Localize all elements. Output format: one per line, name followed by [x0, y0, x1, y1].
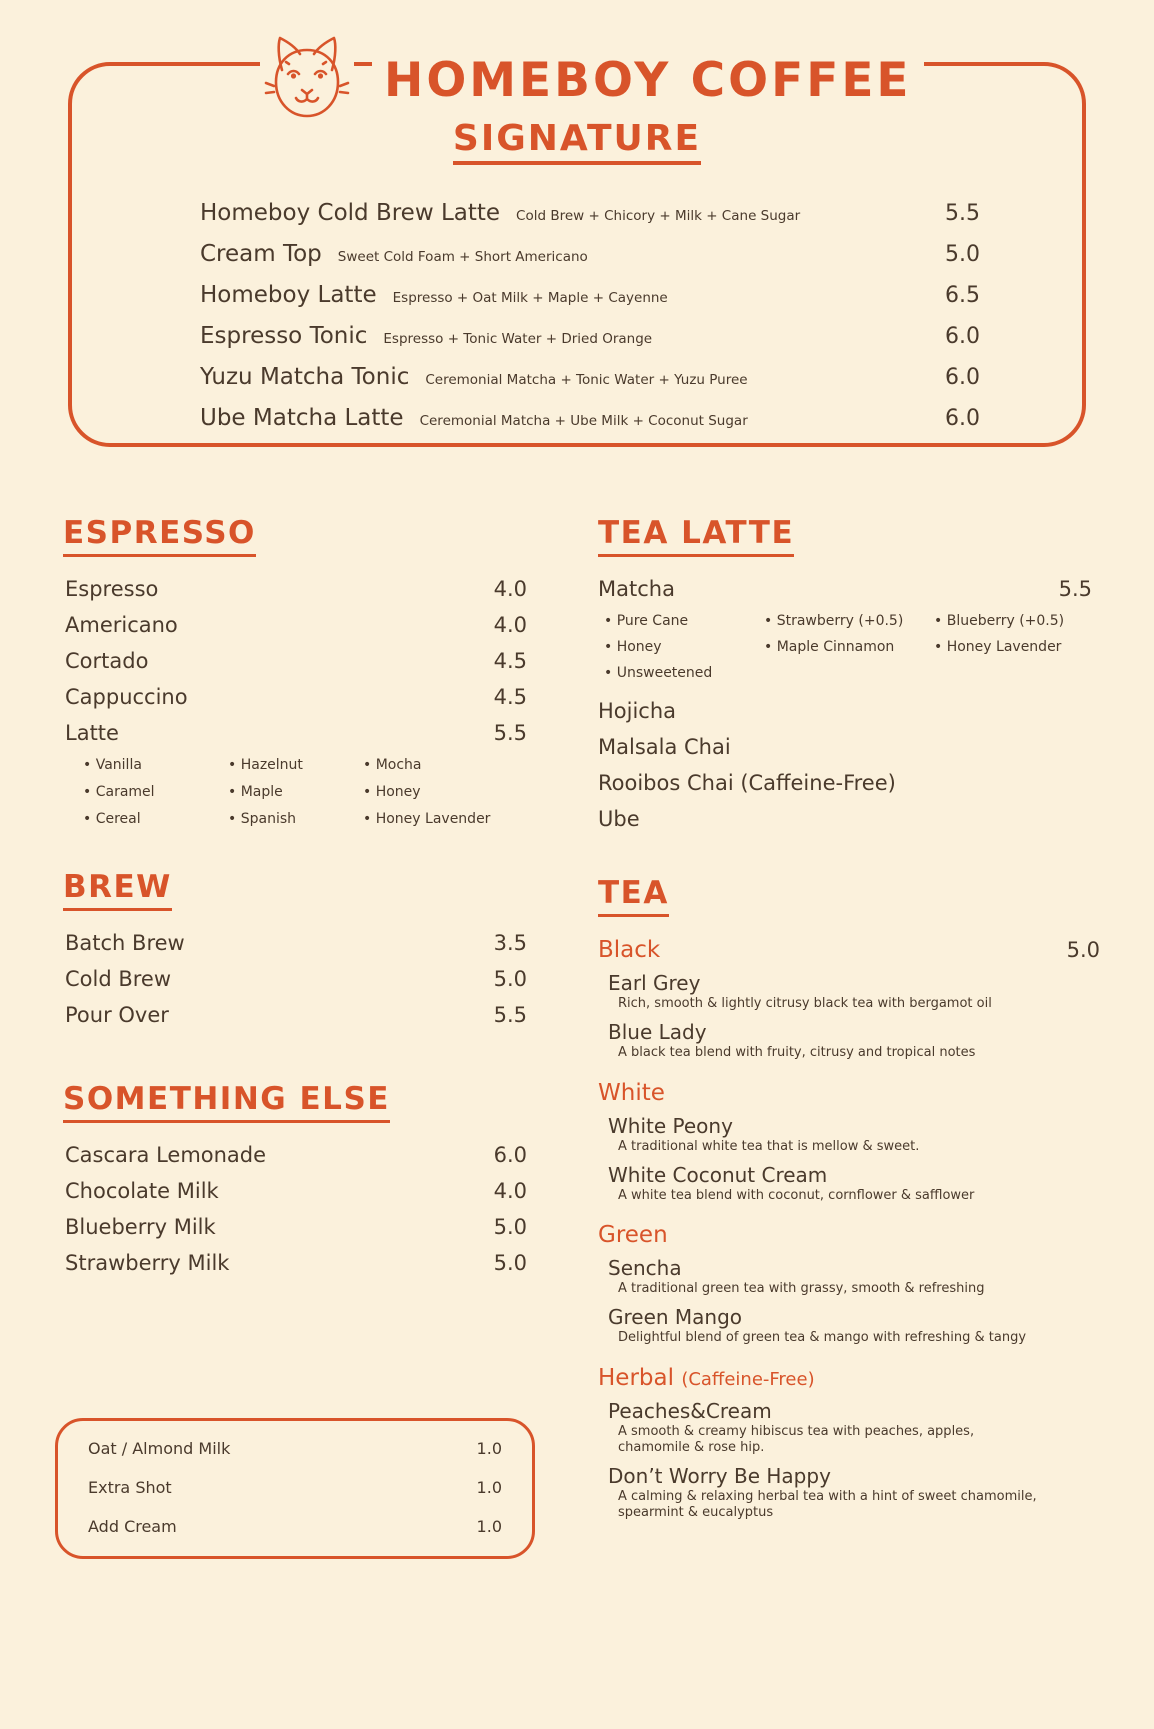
- menu-row[interactable]: [598, 771, 1092, 795]
- item-name: Ube: [598, 807, 640, 831]
- signature-item-name: Espresso Tonic: [200, 323, 368, 349]
- tea-item-desc: A white tea blend with coconut, cornflower & safflower: [618, 1187, 975, 1203]
- menu-row[interactable]: [65, 577, 527, 601]
- item-name: Rooibos Chai (Caffeine-Free): [598, 771, 896, 795]
- signature-item-name: Ube Matcha Latte: [200, 405, 404, 431]
- addons-panel: [55, 1418, 535, 1559]
- signature-item-price: 6.0: [945, 406, 980, 431]
- flavor-option[interactable]: • Unsweetened: [604, 665, 764, 681]
- matcha-flavor-list: [604, 613, 1100, 681]
- item-name: Cold Brew: [65, 967, 172, 991]
- flavor-option[interactable]: • Honey: [363, 784, 535, 800]
- signature-item[interactable]: [200, 405, 980, 431]
- menu-row[interactable]: [65, 1179, 527, 1203]
- item-name: Cascara Lemonade: [65, 1143, 267, 1167]
- tea-category-label: Black: [598, 937, 661, 963]
- item-name: Batch Brew: [65, 931, 185, 955]
- flavor-option[interactable]: • Honey: [604, 639, 764, 655]
- tea-item-name[interactable]: White Coconut Cream: [608, 1162, 828, 1187]
- tea-item-name[interactable]: Peaches&Cream: [608, 1398, 772, 1423]
- tea-category-black: [598, 937, 1100, 963]
- addon-price: 1.0: [476, 1439, 502, 1458]
- flavor-option[interactable]: • Mocha: [363, 757, 535, 773]
- signature-item-desc: Cold Brew + Chicory + Milk + Cane Sugar: [516, 208, 801, 224]
- menu-row[interactable]: [598, 807, 1092, 831]
- item-price: 6.0: [493, 1143, 527, 1167]
- addon-row[interactable]: [88, 1478, 502, 1497]
- tea-category-herbal: [598, 1365, 1100, 1391]
- tea-item-name[interactable]: Earl Grey: [608, 971, 701, 995]
- signature-item-desc: Ceremonial Matcha + Ube Milk + Coconut Sugar: [419, 413, 748, 429]
- addon-price: 1.0: [476, 1478, 502, 1497]
- brand-title: HOMEBOY COFFEE: [372, 53, 924, 108]
- item-name: Strawberry Milk: [65, 1251, 230, 1275]
- flavor-option[interactable]: • Hazelnut: [228, 757, 363, 773]
- item-name: Espresso: [65, 577, 159, 601]
- section-title-tea-latte: TEA LATTE: [598, 515, 794, 557]
- something-else-list: [55, 1143, 535, 1275]
- tea-category-note: (Caffeine-Free): [681, 1368, 815, 1390]
- section-title-brew: BREW: [63, 869, 172, 911]
- tea-category-white: [598, 1080, 1100, 1106]
- menu-row[interactable]: [598, 735, 1092, 759]
- signature-item-price: 6.5: [945, 283, 980, 308]
- addon-name: Extra Shot: [88, 1478, 172, 1497]
- item-price: 4.5: [493, 649, 527, 673]
- right-column: [590, 515, 1100, 1526]
- section-title-tea: TEA: [598, 875, 669, 917]
- tea-item-name[interactable]: Don’t Worry Be Happy: [608, 1464, 831, 1488]
- item-name: Chocolate Milk: [65, 1179, 219, 1203]
- tea-item-desc: A traditional white tea that is mellow & sweet.: [618, 1138, 920, 1154]
- cat-face-icon: [260, 30, 354, 130]
- menu-row[interactable]: [598, 699, 1092, 723]
- signature-item[interactable]: [200, 241, 980, 267]
- tea-item-desc: A smooth & creamy hibiscus tea with peaches, apples, chamomile & rose hip.: [618, 1423, 975, 1455]
- tea-item-desc: A black tea blend with fruity, citrusy and tropical notes: [618, 1045, 976, 1061]
- item-price: 3.5: [493, 931, 527, 955]
- brand-header: [260, 30, 912, 130]
- signature-title: [0, 118, 1154, 165]
- signature-item-desc: Espresso + Tonic Water + Dried Orange: [383, 331, 653, 347]
- espresso-flavor-list: [83, 757, 535, 827]
- flavor-option[interactable]: • Vanilla: [83, 757, 228, 773]
- flavor-option[interactable]: • Honey Lavender: [363, 811, 535, 827]
- signature-item-price: 5.5: [945, 201, 980, 226]
- signature-title-text: SIGNATURE: [453, 118, 701, 165]
- menu-row[interactable]: [65, 1003, 527, 1027]
- item-name: Cortado: [65, 649, 149, 673]
- item-price: 4.5: [493, 685, 527, 709]
- item-price: 5.0: [493, 967, 527, 991]
- tea-item-desc: Rich, smooth & lightly citrusy black tea with bergamot oil: [618, 996, 992, 1011]
- signature-item[interactable]: [200, 364, 980, 390]
- tea-item-desc: A calming & relaxing herbal tea with a hint of sweet chamomile, spearmint & eucalyptus: [618, 1489, 1037, 1521]
- signature-item[interactable]: [200, 323, 980, 349]
- item-price: 4.0: [493, 577, 527, 601]
- espresso-list: [55, 577, 535, 745]
- item-price: 4.0: [493, 1179, 527, 1203]
- item-name: Hojicha: [598, 699, 677, 723]
- signature-item[interactable]: [200, 200, 980, 226]
- menu-row[interactable]: [65, 931, 527, 955]
- signature-item-name: Homeboy Cold Brew Latte: [200, 200, 501, 226]
- brew-list: [55, 931, 535, 1027]
- item-name: Cappuccino: [65, 685, 188, 709]
- item-price: 5.0: [493, 1251, 527, 1275]
- item-name: Americano: [65, 613, 178, 637]
- item-price: 5.0: [493, 1215, 527, 1239]
- menu-row[interactable]: [65, 649, 527, 673]
- section-title-espresso: ESPRESSO: [63, 515, 256, 557]
- signature-item-name: Yuzu Matcha Tonic: [200, 364, 410, 390]
- flavor-option[interactable]: • Maple Cinnamon: [764, 639, 934, 655]
- item-name: Blueberry Milk: [65, 1215, 216, 1239]
- item-price: 5.5: [493, 1003, 527, 1027]
- item-price: 5.5: [1058, 577, 1092, 601]
- tea-category-label: White: [598, 1079, 665, 1106]
- addon-row[interactable]: [88, 1439, 502, 1458]
- flavor-option[interactable]: • Cereal: [83, 811, 228, 827]
- signature-item-price: 6.0: [945, 324, 980, 349]
- addon-name: Oat / Almond Milk: [88, 1439, 231, 1458]
- signature-list: [200, 200, 980, 446]
- tea-category-label: Green: [598, 1222, 668, 1248]
- menu-row[interactable]: [65, 721, 527, 745]
- menu-row[interactable]: [65, 613, 527, 637]
- item-name: Malsala Chai: [598, 735, 731, 759]
- flavor-option[interactable]: • Honey Lavender: [934, 639, 1100, 655]
- tea-item-name[interactable]: Blue Lady: [608, 1020, 707, 1045]
- tea-item-name[interactable]: Sencha: [608, 1256, 682, 1280]
- signature-item-desc: Sweet Cold Foam + Short Americano: [337, 249, 588, 265]
- item-name: Matcha: [598, 577, 675, 601]
- item-name: Latte: [65, 721, 119, 745]
- tea-price: 5.0: [1066, 938, 1100, 962]
- signature-item-name: Cream Top: [200, 241, 322, 267]
- signature-item-price: 5.0: [945, 242, 980, 267]
- signature-item[interactable]: [200, 282, 980, 308]
- addon-name: Add Cream: [88, 1517, 177, 1536]
- menu-row[interactable]: [598, 577, 1092, 601]
- item-name: Pour Over: [65, 1003, 169, 1027]
- item-price: 4.0: [493, 613, 527, 637]
- flavor-option[interactable]: • Strawberry (+0.5): [764, 613, 934, 629]
- flavor-option[interactable]: • Caramel: [83, 784, 228, 800]
- left-column: [55, 515, 535, 1287]
- item-price: 5.5: [493, 721, 527, 745]
- addon-row[interactable]: [88, 1517, 502, 1536]
- menu-row[interactable]: [65, 1215, 527, 1239]
- signature-item-desc: Ceremonial Matcha + Tonic Water + Yuzu Puree: [425, 372, 748, 388]
- section-title-something-else: SOMETHING ELSE: [63, 1081, 390, 1123]
- signature-item-desc: Espresso + Oat Milk + Maple + Cayenne: [392, 290, 668, 306]
- flavor-option[interactable]: • Pure Cane: [604, 613, 764, 629]
- tea-item-name[interactable]: White Peony: [608, 1113, 733, 1138]
- flavor-option[interactable]: • Spanish: [228, 811, 363, 827]
- flavor-option[interactable]: • Blueberry (+0.5): [934, 613, 1100, 629]
- tea-category-green: [598, 1222, 1100, 1248]
- tea-item-desc: A traditional green tea with grassy, smooth & refreshing: [618, 1281, 985, 1296]
- tea-item-desc: Delightful blend of green tea & mango with refreshing & tangy: [618, 1330, 1027, 1346]
- menu-row[interactable]: [65, 1143, 527, 1167]
- signature-item-name: Homeboy Latte: [200, 282, 377, 308]
- menu-row[interactable]: [65, 1251, 527, 1275]
- signature-item-price: 6.0: [945, 365, 980, 390]
- menu-row[interactable]: [65, 685, 527, 709]
- addon-price: 1.0: [476, 1517, 502, 1536]
- tea-item-name[interactable]: Green Mango: [608, 1305, 743, 1330]
- flavor-option[interactable]: • Maple: [228, 784, 363, 800]
- menu-row[interactable]: [65, 967, 527, 991]
- tea-category-label: Herbal: [598, 1364, 674, 1391]
